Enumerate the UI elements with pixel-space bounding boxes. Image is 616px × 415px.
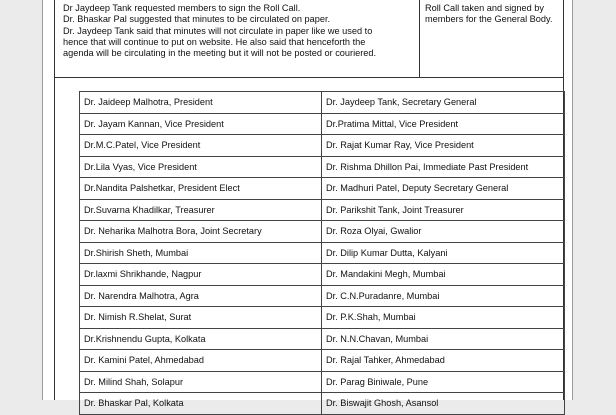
roll-call-row bbox=[80, 371, 565, 393]
roll-call-row bbox=[80, 178, 565, 200]
member-name-left: Dr. Jaideep Malhotra, President bbox=[80, 92, 322, 114]
member-name-right: Dr. Parag Biniwale, Pune bbox=[322, 371, 565, 393]
minutes-line: Dr Jaydeep Tank requested members to sign the Roll Call. bbox=[63, 3, 301, 13]
member-name-right: Dr. P.K.Shah, Mumbai bbox=[322, 307, 565, 329]
member-name-right: Dr. Jaydeep Tank, Secretary General bbox=[322, 92, 565, 114]
member-name-right: Dr. Parikshit Tank, Joint Treasurer bbox=[322, 199, 565, 221]
minutes-line: hence that will continue to put on website. He also said that henceforth the bbox=[63, 36, 366, 47]
member-name-right: Dr. Rajat Kumar Ray, Vice President bbox=[322, 135, 565, 157]
member-name-right: Dr. Roza Olyai, Gwalior bbox=[322, 221, 565, 243]
member-name-right: Dr. N.N.Chavan, Mumbai bbox=[322, 328, 565, 350]
roll-call-row bbox=[80, 285, 565, 307]
roll-call-row bbox=[80, 328, 565, 350]
roll-call-row bbox=[80, 307, 565, 329]
roll-call-row bbox=[80, 393, 565, 415]
roll-call-row bbox=[80, 199, 565, 221]
member-name-right: Dr. Dilip Kumar Dutta, Kalyani bbox=[322, 242, 565, 264]
roll-call-row bbox=[80, 242, 565, 264]
minutes-discussion-cell bbox=[55, 0, 420, 77]
member-name-left: Dr. Neharika Malhotra Bora, Joint Secretary bbox=[80, 221, 322, 243]
document-page bbox=[42, 0, 573, 409]
member-name-right: Dr. Mandakini Megh, Mumbai bbox=[322, 264, 565, 286]
member-name-right: Dr. Madhuri Patel, Deputy Secretary General bbox=[322, 178, 565, 200]
member-name-right: Dr. C.N.Puradanre, Mumbai bbox=[322, 285, 565, 307]
member-name-right: Dr. Biswajit Ghosh, Asansol bbox=[322, 393, 565, 415]
minutes-line: agenda will be circulating in the meeting but it will not be posted or couriered. bbox=[63, 48, 377, 59]
roll-call-row bbox=[80, 113, 565, 135]
member-name-left: Dr.Nandita Palshetkar, President Elect bbox=[80, 178, 322, 200]
roll-call-row bbox=[80, 156, 565, 178]
member-name-left: Dr. Kamini Patel, Ahmedabad bbox=[80, 350, 322, 372]
member-name-left: Dr. Milind Shah, Solapur bbox=[80, 371, 322, 393]
member-name-left: Dr.Shirish Sheth, Mumbai bbox=[80, 242, 322, 264]
roll-call-row bbox=[80, 264, 565, 286]
roll-call-section bbox=[54, 78, 564, 409]
minutes-line: Dr. Bhaskar Pal suggested that minutes to be circulated on paper. bbox=[63, 14, 331, 25]
roll-call-row bbox=[80, 92, 565, 114]
roll-call-table bbox=[79, 91, 565, 415]
minutes-action-cell: Roll Call taken and signed by members for the General Body. bbox=[425, 3, 553, 25]
roll-call-row bbox=[80, 221, 565, 243]
member-name-left: Dr.Lila Vyas, Vice President bbox=[80, 156, 322, 178]
member-name-left: Dr. Jayam Kannan, Vice President bbox=[80, 113, 322, 135]
member-name-right: Dr. Rishma Dhillon Pai, Immediate Past President bbox=[322, 156, 565, 178]
member-name-right: Dr.Pratima Mittal, Vice President bbox=[322, 113, 565, 135]
member-name-left: Dr.M.C.Patel, Vice President bbox=[80, 135, 322, 157]
member-name-left: Dr. Narendra Malhotra, Agra bbox=[80, 285, 322, 307]
member-name-left: Dr. Bhaskar Pal, Kolkata bbox=[80, 393, 322, 415]
member-name-left: Dr.Suvarna Khadilkar, Treasurer bbox=[80, 199, 322, 221]
minutes-line: Dr. Jaydeep Tank said that minutes will not circulate in paper like we used to bbox=[63, 25, 373, 36]
minutes-table bbox=[54, 0, 564, 78]
roll-call-row bbox=[80, 350, 565, 372]
member-name-left: Dr.laxmi Shrikhande, Nagpur bbox=[80, 264, 322, 286]
roll-call-row bbox=[80, 135, 565, 157]
member-name-right: Dr. Rajal Tahker, Ahmedabad bbox=[322, 350, 565, 372]
member-name-left: Dr. Nimish R.Shelat, Surat bbox=[80, 307, 322, 329]
member-name-left: Dr.Krishnendu Gupta, Kolkata bbox=[80, 328, 322, 350]
